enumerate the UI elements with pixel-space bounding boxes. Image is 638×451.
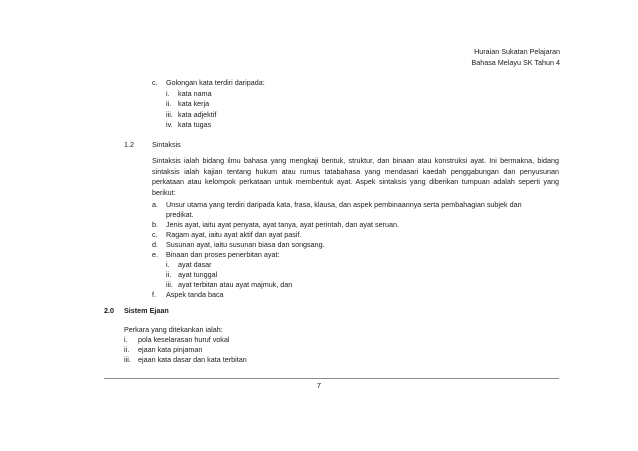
list-item-text: Binaan dan proses penerbitan ayat: [166,250,280,259]
item-c-marker: c. [152,78,158,87]
section-number: 2.0 [104,306,114,315]
running-header [471,46,560,68]
header-title: Huraian Sukatan Pelajaran [474,47,560,56]
ejaan-item-num: i. [124,335,128,344]
list-item-marker: b. [152,220,158,229]
footer-divider [104,378,559,379]
list-item-text: Jenis ayat, iaitu ayat penyata, ayat tanya, ayat perintah, dan ayat seruan. [166,220,399,229]
section-intro: Perkara yang ditekankan ialah: [124,325,223,334]
item-c-sub-num: iii. [166,109,173,119]
sintaksis-paragraph: Sintaksis ialah bidang ilmu bahasa yang mengkaji bentuk, struktur, dan binaan atau konstruksi ayat. Ini bermakna, bidang sintaksis ialah kajian tentang hukum atau rumus tatabahasa yang mendasari kaedah penggabungan dan penyusunan perkataan atau kelompok perkataan untuk membentuk ayat. Aspek sintaksis yang diberikan tumpuan adalah seperti yang berikut: [152,156,559,197]
item-c-sub-text: kata kerja [178,99,210,108]
list-item-text: Ragam ayat, iaitu ayat aktif dan ayat pasif. [166,230,302,239]
item-c-text: Golongan kata terdiri daripada: [166,78,265,87]
sub-item-text: ayat tunggal [178,270,218,279]
section-title: Sintaksis [152,140,181,149]
header-subtitle: Bahasa Melayu SK Tahun 4 [471,58,560,67]
sub-item-num: iii. [166,280,173,289]
list-item-text: Unsur utama yang terdiri daripada kata, frasa, klausa, dan aspek pembinaannya serta pembahagian subjek dan [166,200,522,209]
item-c-sub-text: kata tugas [178,120,212,129]
sub-item-num: ii. [166,270,172,279]
list-item-marker: a. [152,200,158,209]
list-item-continuation: predikat. [166,210,194,219]
ejaan-item-text: ejaan kata dasar dan kata terbitan [138,355,247,364]
sub-item-text: ayat terbitan atau ayat majmuk, dan [178,280,293,289]
item-c-sub-num: i. [166,88,170,98]
list-item-text: Susunan ayat, iaitu susunan biasa dan songsang. [166,240,325,249]
ejaan-item-num: ii. [124,345,130,354]
ejaan-item-text: pola keselarasan huruf vokal [138,335,230,344]
item-c-sub-text: kata adjektif [178,109,217,119]
page-number: 7 [316,381,322,390]
list-item-marker: e. [152,250,158,259]
list-item-marker: f. [152,290,156,299]
ejaan-item-text: ejaan kata pinjaman [138,345,203,354]
section-title: Sistem Ejaan [124,306,169,315]
section-number: 1.2 [124,140,134,149]
list-item-marker: c. [152,230,158,239]
item-c-sub-num: ii. [166,99,172,108]
item-c-sub-num: iv. [166,120,173,129]
list-item-marker: d. [152,240,158,249]
sub-item-text: ayat dasar [178,260,212,269]
item-c-sub-text: kata nama [178,88,212,98]
sub-item-num: i. [166,260,170,269]
ejaan-item-num: iii. [124,355,131,364]
list-item-text: Aspek tanda baca [166,290,224,299]
